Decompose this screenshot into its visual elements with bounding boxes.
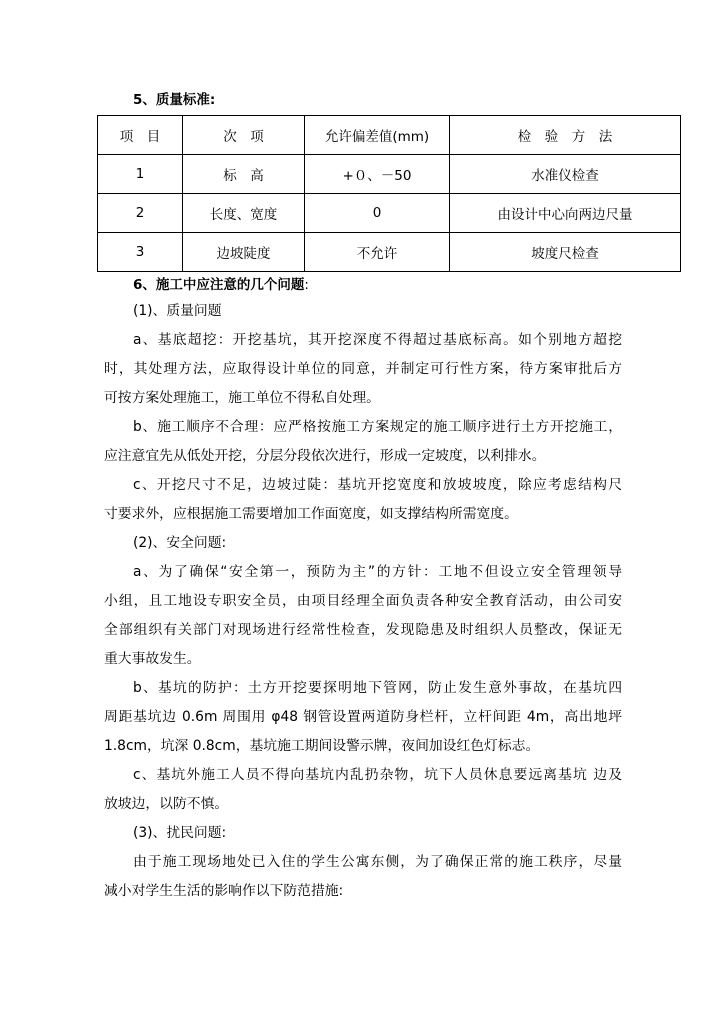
table-header-cell: 允许偏差值(mm) (305, 116, 450, 155)
paragraph-line: 放坡边，以防不慎。 (104, 796, 229, 812)
table-cell: 不允许 (305, 233, 450, 272)
paragraph-line: 可按方案处理施工，施工单位不得私自处理。 (104, 390, 380, 406)
paragraph-line: 时，其处理方法，应取得设计单位的同意，并制定可行性方案，待方案审批后方 (104, 361, 622, 377)
subheading-disturbance: (3)、扰民问题: (133, 825, 227, 841)
paragraph-line: a、为了确保“安全第一，预防为主”的方针：工地不但设立安全管理领导 (133, 564, 622, 580)
paragraph-line: 重大事故发生。 (104, 651, 201, 667)
section-6-title-colon: : (304, 277, 309, 293)
table-row (98, 155, 681, 194)
paragraph-line: 寸要求外，应根据施工需要增加工作面宽度，如支撑结构所需宽度。 (104, 506, 518, 522)
paragraph-line: a、基底超挖：开挖基坑，其开挖深度不得超过基底标高。如个别地方超挖 (133, 332, 622, 348)
paragraph-line: 应注意宜先从低处开挖，分层分段依次进行，形成一定坡度，以利排水。 (104, 448, 546, 464)
section-5-title: 5、质量标准: (133, 92, 216, 108)
subheading-safety: (2)、安全问题: (133, 535, 227, 551)
table-cell: 标 高 (183, 155, 305, 194)
table-cell: 1 (98, 155, 183, 194)
table-row (98, 233, 681, 272)
table-cell: 坡度尺检查 (450, 233, 681, 272)
paragraph-line: 1.8cm，坑深 0.8cm，基坑施工期间设警示牌，夜间加设红色灯标志。 (104, 738, 540, 754)
table-cell: 水准仪检查 (450, 155, 681, 194)
table-cell: 边坡陡度 (183, 233, 305, 272)
paragraph-line: b、施工顺序不合理：应严格按施工方案规定的施工顺序进行土方开挖施工， (133, 419, 622, 435)
table-header-cell: 项 目 (98, 116, 183, 155)
table-header-row (98, 116, 681, 155)
table-cell: 0 (305, 194, 450, 233)
paragraph-line: c、基坑外施工人员不得向基坑内乱扔杂物，坑下人员休息要远离基坑 边及 (133, 767, 622, 783)
table-header-cell: 次 项 (183, 116, 305, 155)
quality-standards-table (97, 115, 681, 272)
table-cell: +０、－50 (305, 155, 450, 194)
paragraph-line: 减小对学生生活的影响作以下防范措施: (104, 883, 344, 899)
paragraph-line: 由于施工现场地处已入住的学生公寓东侧，为了确保正常的施工秩序，尽量 (133, 854, 622, 870)
section-6-title-text: 6、施工中应注意的几个问题 (133, 277, 305, 293)
table-row (98, 194, 681, 233)
paragraph-line: c、开挖尺寸不足，边坡过陡：基坑开挖宽度和放坡坡度，除应考虑结构尺 (133, 477, 622, 493)
table-cell: 2 (98, 194, 183, 233)
paragraph-line: b、基坑的防护：土方开挖要探明地下管网，防止发生意外事故，在基坑四 (133, 680, 622, 696)
table-cell: 3 (98, 233, 183, 272)
table-cell: 长度、宽度 (183, 194, 305, 233)
paragraph-line: 周距基坑边 0.6m 周围用 φ48 钢管设置两道防身栏杆，立杆间距 4m，高出地坪 (104, 709, 622, 725)
subheading-quality: (1)、质量问题 (133, 303, 222, 319)
paragraph-line: 全部组织有关部门对现场进行经常性检查，发现隐患及时组织人员整改，保证无 (104, 622, 622, 638)
section-6-title (133, 273, 309, 293)
paragraph-line: 小组，且工地设专职安全员，由项目经理全面负责各种安全教育活动，由公司安 (104, 593, 622, 609)
table-cell: 由设计中心向两边尺量 (450, 194, 681, 233)
table-header-cell: 检 验 方 法 (450, 116, 681, 155)
